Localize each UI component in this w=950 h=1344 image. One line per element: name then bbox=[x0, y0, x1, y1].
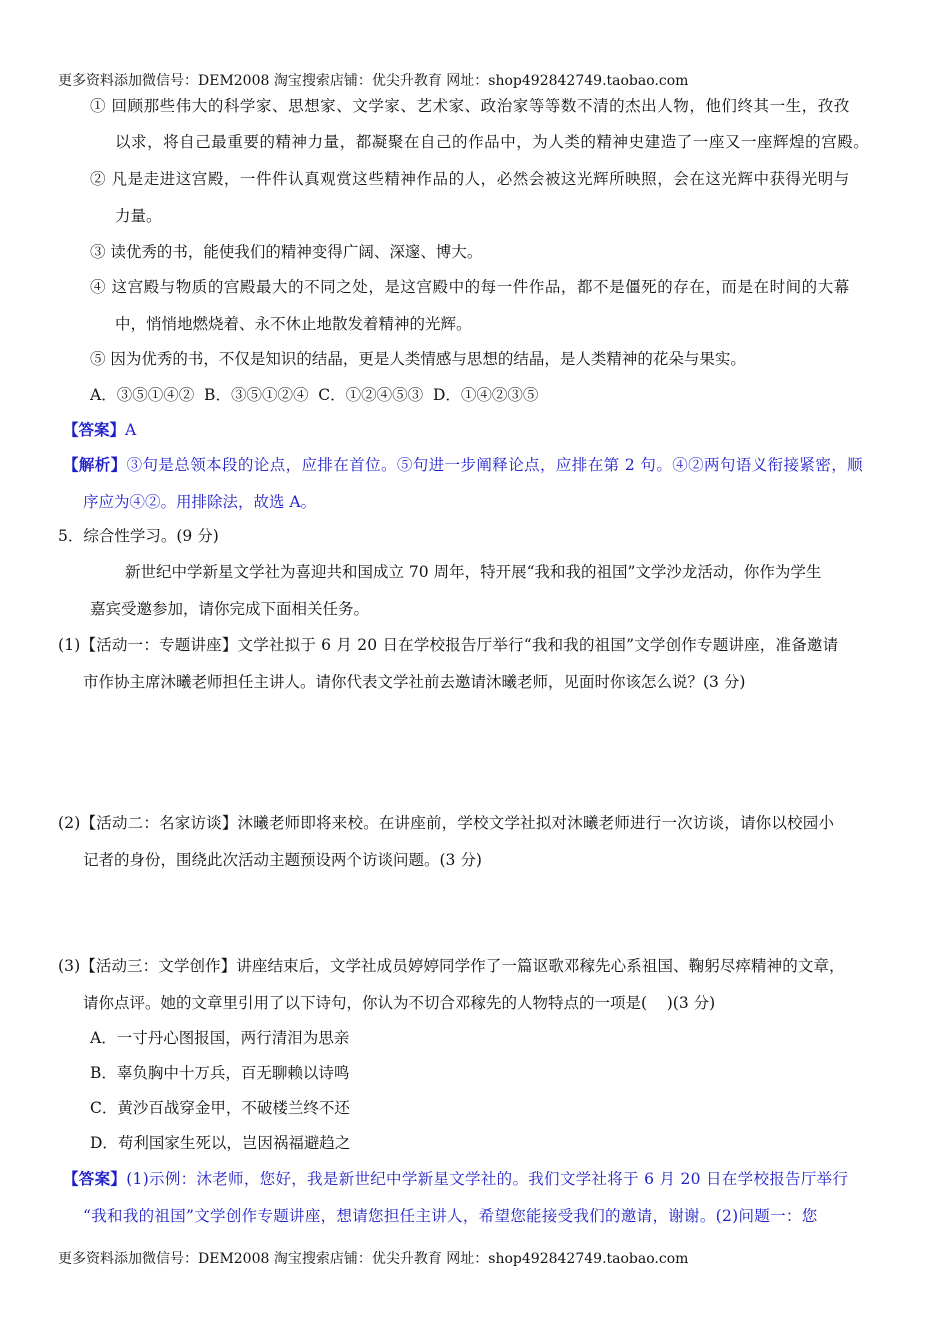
q4-analysis-line-2: 序应为④②。用排除法，故选 A。 bbox=[83, 493, 317, 511]
q5-part-1-line-1: (1)【活动一：专题讲座】文学社拟于 6 月 20 日在学校报告厅举行“我和我的祖国”文学创作专题讲座，准备邀请 bbox=[58, 636, 839, 654]
q5-option-c: C．黄沙百战穿金甲，不破楼兰终不还 bbox=[90, 1099, 350, 1117]
sentence-1-line-1: ① 回顾那些伟大的科学家、思想家、文学家、艺术家、政治家等等数不清的杰出人物，他们终其一生，孜孜 bbox=[90, 97, 850, 115]
analysis-tag: 【解析】 bbox=[63, 455, 127, 474]
q5-answer-line-2: “我和我的祖国”文学创作专题讲座，想请您担任主讲人，希望您能接受我们的邀请，谢谢。(2)问题一：您 bbox=[83, 1207, 818, 1225]
analysis-text: ③句是总领本段的论点，应排在首位。⑤句进一步阐释论点，应排在第 2 句。④②两句语义衔接紧密，顺 bbox=[126, 456, 864, 474]
sentence-4-line-2: 中，悄悄地燃烧着、永不休止地散发着精神的光辉。 bbox=[115, 315, 472, 333]
q4-options: A．③⑤①④② B．③⑤①②④ C．①②④⑤③ D．①④②③⑤ bbox=[90, 386, 539, 404]
sentence-1-line-2: 以求，将自己最重要的精神力量，都凝聚在自己的作品中，为人类的精神史建造了一座又一座辉煌的宫殿。 bbox=[115, 133, 870, 151]
sentence-4-line-1: ④ 这宫殿与物质的宫殿最大的不同之处，是这宫殿中的每一件作品，都不是僵死的存在，而是在时间的大幕 bbox=[90, 278, 850, 296]
page-footer: 更多资料添加微信号：DEM2008 淘宝搜索店铺：优尖升教育 网址：shop492842749.taobao.com bbox=[58, 1251, 689, 1267]
q5-option-d: D．苟利国家生死以，岂因祸福避趋之 bbox=[90, 1134, 351, 1152]
answer-value: A bbox=[125, 421, 137, 439]
answer-text: (1)示例：沐老师，您好，我是新世纪中学新星文学社的。我们文学社将于 6 月 20 日在学校报告厅举行 bbox=[126, 1170, 849, 1188]
sentence-2-line-1: ② 凡是走进这宫殿，一件件认真观赏这些精神作品的人，必然会被这光辉所映照，会在这光辉中获得光明与 bbox=[90, 170, 850, 188]
sentence-3: ③ 读优秀的书，能使我们的精神变得广阔、深邃、博大。 bbox=[90, 243, 483, 261]
q5-intro-line-1: 新世纪中学新星文学社为喜迎共和国成立 70 周年，特开展“我和我的祖国”文学沙龙活动，你作为学生 bbox=[125, 563, 822, 581]
q5-intro-line-2: 嘉宾受邀参加，请你完成下面相关任务。 bbox=[90, 600, 370, 618]
answer-tag: 【答案】 bbox=[63, 1169, 127, 1188]
q5-part-3-line-2: 请你点评。她的文章里引用了以下诗句，你认为不切合邓稼先的人物特点的一项是( )(3 分) bbox=[83, 994, 716, 1012]
q5-part-2-line-2: 记者的身份，围绕此次活动主题预设两个访谈问题。(3 分) bbox=[83, 851, 482, 869]
answer-tag: 【答案】 bbox=[63, 420, 126, 439]
q5-part-2-line-1: (2)【活动二：名家访谈】沐曦老师即将来校。在讲座前，学校文学社拟对沐曦老师进行一次访谈，请你以校园小 bbox=[58, 814, 835, 832]
q5-option-b: B．辜负胸中十万兵，百无聊赖以诗鸣 bbox=[90, 1064, 350, 1082]
sentence-5: ⑤ 因为优秀的书，不仅是知识的结晶，更是人类情感与思想的结晶，是人类精神的花朵与果实。 bbox=[90, 350, 746, 368]
q4-answer bbox=[63, 418, 136, 440]
sentence-2-line-2: 力量。 bbox=[115, 207, 162, 225]
q5-option-a: A．一寸丹心图报国，两行清泪为思亲 bbox=[90, 1029, 350, 1047]
q5-part-1-line-2: 市作协主席沐曦老师担任主讲人。请你代表文学社前去邀请沐曦老师，见面时你该怎么说？(3 分) bbox=[83, 673, 746, 691]
q5-part-3-line-1: (3)【活动三：文学创作】讲座结束后，文学社成员婷婷同学作了一篇讴歌邓稼先心系祖国、鞠躬尽瘁精神的文章， bbox=[58, 957, 845, 975]
page-header: 更多资料添加微信号：DEM2008 淘宝搜索店铺：优尖升教育 网址：shop492842749.taobao.com bbox=[58, 73, 689, 89]
q4-analysis-line-1 bbox=[63, 453, 863, 475]
q5-title: 5．综合性学习。(9 分) bbox=[58, 527, 219, 545]
q5-answer-line-1 bbox=[63, 1167, 848, 1189]
